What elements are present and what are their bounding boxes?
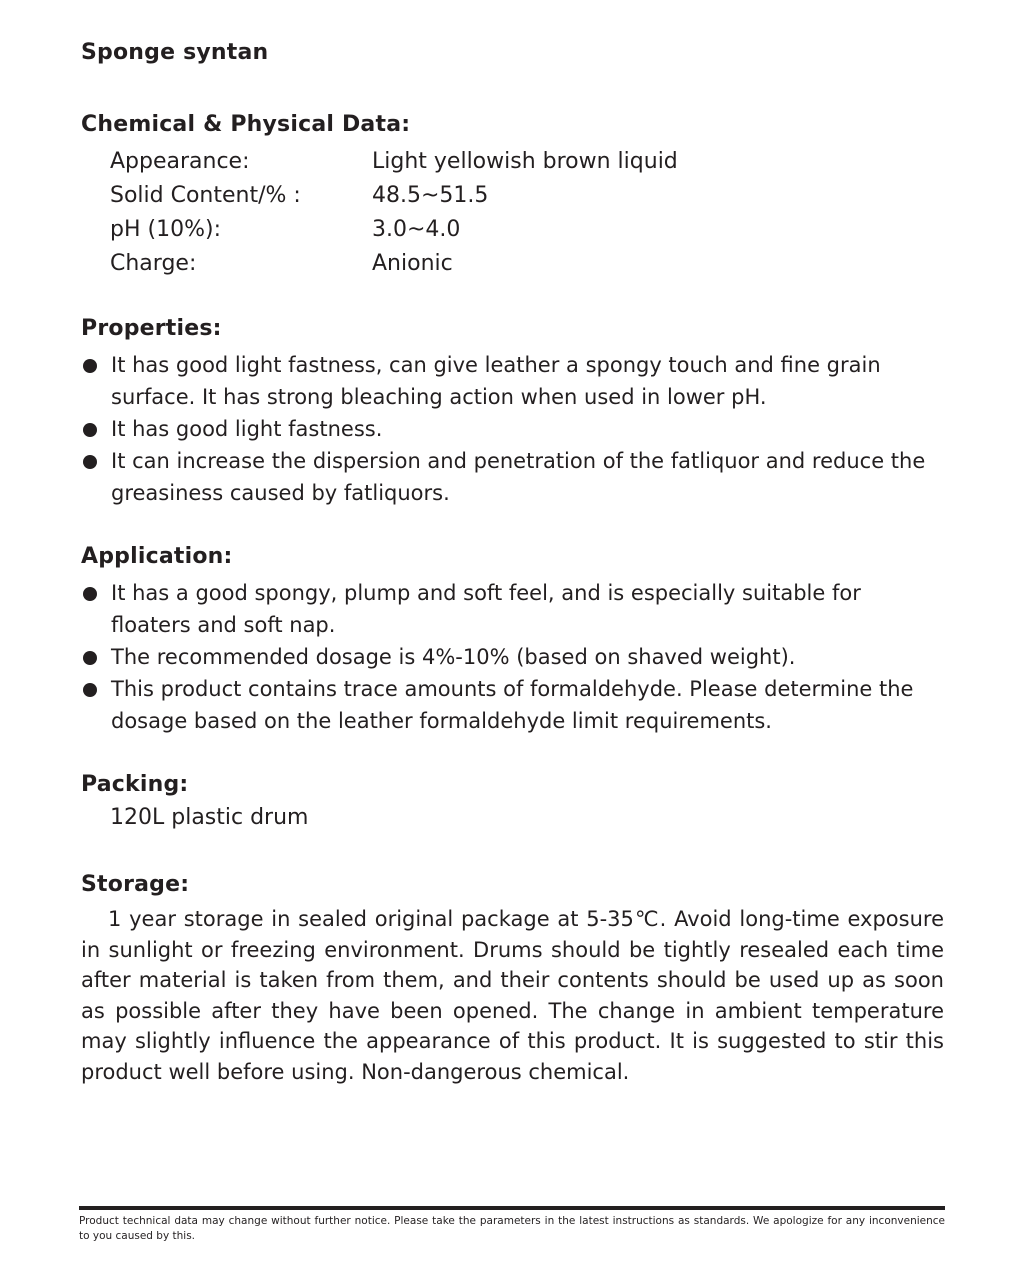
- application-text: This product contains trace amounts of formaldehyde. Please determine the dosage based on the leather formaldehyde limit requirements.: [111, 677, 914, 733]
- application-text: It has a good spongy, plump and soft feel, and is especially suitable for floaters and soft nap.: [111, 581, 861, 637]
- charge-value: Anionic: [372, 251, 453, 276]
- bullet-icon: [83, 651, 97, 665]
- list-item: [81, 577, 944, 641]
- data-row-charge: [110, 247, 678, 281]
- footer-note: Product technical data may change without further notice. Please take the parameters in the latest instructions as standards. We apologize for any inconvenience to you caused by this.: [79, 1215, 945, 1242]
- properties-heading: Properties:: [81, 316, 222, 341]
- bullet-icon: [83, 683, 97, 697]
- storage-text: 1 year storage in sealed original package at 5-35℃. Avoid long-time exposure in sunlight or freezing environment. Drums should be tightly resealed each time after material is taken from them, and their contents should be used up as soon as possible after they have been opened. The change in ambient temperature may slightly influence the appearance of this product. It is suggested to stir this product well before using. Non-dangerous chemical.: [81, 907, 944, 1084]
- bullet-icon: [83, 359, 97, 373]
- data-row-appearance: [110, 145, 678, 179]
- packing-value: 120L plastic drum: [110, 805, 309, 830]
- charge-label: Charge:: [110, 251, 197, 276]
- list-item: [81, 641, 944, 673]
- property-text: It has good light fastness, can give leather a spongy touch and fine grain surface. It has strong bleaching action when used in lower pH.: [111, 353, 881, 409]
- appearance-label: Appearance:: [110, 149, 250, 174]
- solid-content-value: 48.5~51.5: [372, 183, 489, 208]
- bullet-icon: [83, 587, 97, 601]
- application-heading: Application:: [81, 544, 233, 569]
- bullet-icon: [83, 423, 97, 437]
- ph-value: 3.0~4.0: [372, 217, 461, 242]
- bullet-icon: [83, 455, 97, 469]
- data-row-ph: [110, 213, 678, 247]
- footer-divider: [79, 1206, 945, 1210]
- data-row-solid-content: [110, 179, 678, 213]
- list-item: [81, 673, 944, 737]
- list-item: [81, 349, 944, 413]
- ph-label: pH (10%):: [110, 217, 221, 242]
- chemical-physical-heading: Chemical & Physical Data:: [81, 112, 411, 137]
- appearance-value: Light yellowish brown liquid: [372, 149, 678, 174]
- application-text: The recommended dosage is 4%-10% (based on shaved weight).: [111, 645, 796, 669]
- chemical-physical-table: [110, 145, 678, 281]
- properties-list: [81, 349, 944, 509]
- list-item: [81, 445, 944, 509]
- property-text: It has good light fastness.: [111, 417, 383, 441]
- product-title: Sponge syntan: [81, 40, 269, 65]
- property-text: It can increase the dispersion and penetration of the fatliquor and reduce the greasiness caused by fatliquors.: [111, 449, 926, 505]
- list-item: [81, 413, 944, 445]
- packing-heading: Packing:: [81, 772, 189, 797]
- solid-content-label: Solid Content/% :: [110, 183, 301, 208]
- storage-heading: Storage:: [81, 872, 190, 897]
- application-list: [81, 577, 944, 737]
